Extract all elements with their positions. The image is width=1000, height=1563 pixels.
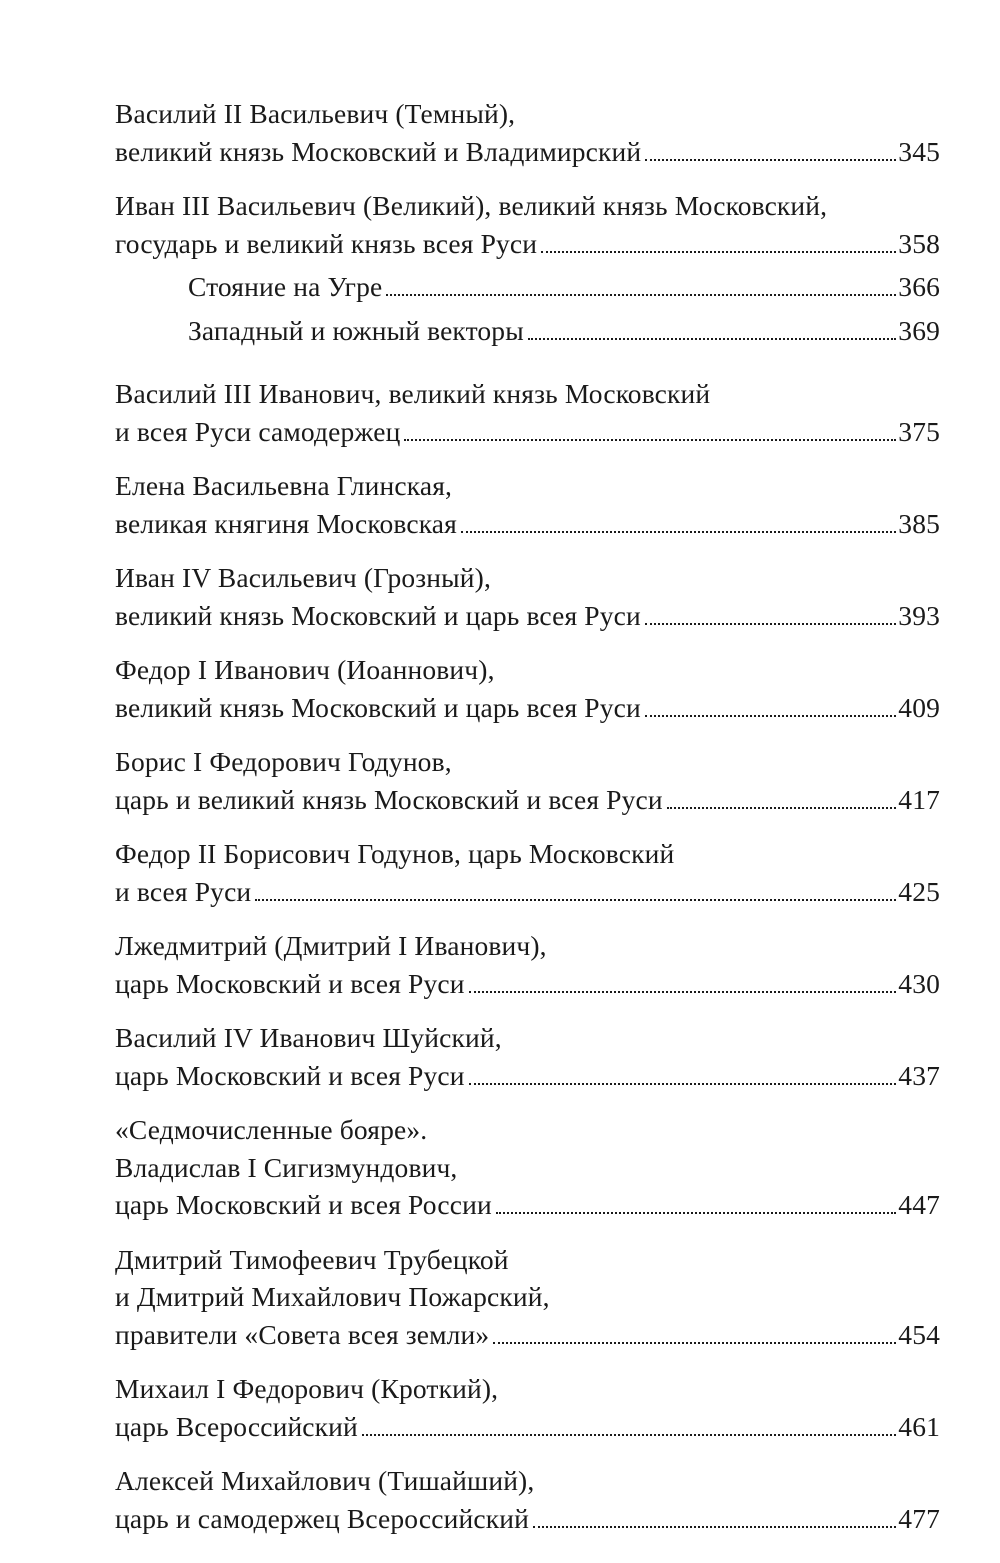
toc-entry-title-last-line: и всея Руси самодержец xyxy=(115,415,401,447)
page-number: 430 xyxy=(898,967,940,999)
toc-entry-title-last-line: великий князь Московский и царь всея Руси xyxy=(115,599,641,631)
dot-leader xyxy=(528,338,896,340)
toc-entry-leader-line xyxy=(115,1057,940,1095)
page-number: 358 xyxy=(898,227,940,259)
dot-leader xyxy=(645,715,896,717)
toc-entry-title-last-line: и всея Руси xyxy=(115,875,252,907)
dot-leader xyxy=(461,531,896,533)
toc-entry-leader-line xyxy=(115,413,940,451)
page-number: 447 xyxy=(898,1189,940,1220)
page-number: 454 xyxy=(898,1318,940,1350)
toc-entry-title-line: Василий III Иванович, великий князь Московский xyxy=(115,378,711,409)
toc-entry-title-last-line: Стояние на Угре xyxy=(188,271,383,302)
toc-entry-title-line: и Дмитрий Михайлович Пожарский, xyxy=(115,1281,550,1312)
dot-leader xyxy=(541,251,896,253)
toc-entry xyxy=(115,1241,940,1354)
dot-leader xyxy=(645,159,896,161)
toc-entry xyxy=(115,559,940,634)
toc-entry-title-last-line: царь Московский и всея России xyxy=(115,1189,492,1220)
toc-entry-title-line: Михаил I Федорович (Кроткий), xyxy=(115,1373,499,1404)
toc-entry xyxy=(115,835,940,910)
toc-entry-title-last-line: великий князь Московский и Владимирский xyxy=(115,135,642,167)
toc-entry-title-last-line: царь Московский и всея Руси xyxy=(115,1059,465,1091)
dot-leader xyxy=(469,991,897,993)
toc-entry-leader-line xyxy=(115,1500,940,1538)
toc-entry-title-line: Василий IV Иванович Шуйский, xyxy=(115,1022,502,1053)
toc-entry-title-line: «Седмочисленные бояре». xyxy=(115,1114,428,1145)
dot-leader xyxy=(533,1526,896,1528)
page-number: 461 xyxy=(898,1410,940,1442)
page-number: 425 xyxy=(898,875,940,907)
toc-entry-title-line: Федор I Иванович (Иоаннович), xyxy=(115,654,495,685)
toc-entry xyxy=(115,467,940,542)
dot-leader xyxy=(667,807,897,809)
toc-entry-title-line: Иван IV Васильевич (Грозный), xyxy=(115,562,492,593)
dot-leader xyxy=(493,1342,896,1344)
toc-entry-title-line: Дмитрий Тимофеевич Трубецкой xyxy=(115,1243,509,1275)
toc-entry-leader-line xyxy=(115,873,940,911)
toc-entry-leader-line xyxy=(115,781,940,819)
table-of-contents xyxy=(115,95,940,1554)
toc-entry-title-last-line: государь и великий князь всея Руси xyxy=(115,227,538,259)
toc-entry-title-last-line: правители «Совета всея земли» xyxy=(115,1318,490,1350)
toc-entry xyxy=(115,651,940,726)
page-number: 437 xyxy=(898,1059,940,1091)
page-number: 417 xyxy=(898,783,940,815)
toc-entry-title-last-line: царь и самодержец Всероссийский xyxy=(115,1502,529,1534)
page-number: 375 xyxy=(898,415,940,447)
toc-subentry xyxy=(115,268,940,306)
toc-entry-title-last-line: царь и великий князь Московский и всея Руси xyxy=(115,783,663,815)
toc-entry-leader-line xyxy=(115,1186,940,1224)
toc-entry-title-line: Борис I Федорович Годунов, xyxy=(115,746,452,777)
toc-entry-title-line: Василий II Васильевич (Темный), xyxy=(115,98,516,129)
toc-entry-leader-line xyxy=(115,965,940,1003)
toc-entry-leader-line xyxy=(115,597,940,635)
toc-entry xyxy=(115,1462,940,1537)
page-number: 477 xyxy=(898,1502,940,1534)
page-number: 385 xyxy=(898,507,940,539)
toc-entry-title-line: Владислав I Сигизмундович, xyxy=(115,1151,458,1183)
toc-entry-title-last-line: царь Московский и всея Руси xyxy=(115,967,465,999)
toc-entry-leader-line xyxy=(115,505,940,543)
toc-entry-leader-line xyxy=(115,1316,940,1354)
toc-entry-leader-line xyxy=(115,268,940,306)
toc-entry xyxy=(115,187,940,262)
dot-leader xyxy=(386,294,896,296)
toc-entry-title-line: Федор II Борисович Годунов, царь Московский xyxy=(115,838,675,869)
toc-entry xyxy=(115,927,940,1002)
toc-entry xyxy=(115,1111,940,1224)
dot-leader xyxy=(645,623,896,625)
toc-entry-leader-line xyxy=(115,312,940,350)
page-number: 369 xyxy=(898,314,940,346)
toc-entry-title-line: Лжедмитрий (Дмитрий I Иванович), xyxy=(115,930,547,961)
dot-leader xyxy=(255,899,896,901)
dot-leader xyxy=(404,439,896,441)
toc-entry-leader-line xyxy=(115,689,940,727)
toc-entry-title-last-line: царь Всероссийский xyxy=(115,1410,358,1442)
dot-leader xyxy=(469,1083,897,1085)
toc-entry xyxy=(115,1370,940,1445)
toc-entry-leader-line xyxy=(115,133,940,171)
toc-subentry xyxy=(115,312,940,350)
dot-leader xyxy=(362,1434,896,1436)
dot-leader xyxy=(496,1212,896,1214)
toc-entry xyxy=(115,95,940,170)
toc-entry xyxy=(115,743,940,818)
page-number: 366 xyxy=(898,271,940,302)
toc-entry-title-last-line: Западный и южный векторы xyxy=(188,314,524,346)
toc-entry xyxy=(115,1019,940,1094)
toc-entry-title-line: Алексей Михайлович (Тишайший), xyxy=(115,1465,535,1496)
toc-entry xyxy=(115,375,940,450)
toc-entry-title-last-line: великая княгиня Московская xyxy=(115,507,457,539)
toc-entry-title-line: Иван III Васильевич (Великий), великий князь Московский, xyxy=(115,190,828,221)
page-number: 393 xyxy=(898,599,940,631)
toc-entry-leader-line xyxy=(115,225,940,263)
page-number: 409 xyxy=(898,691,940,723)
page-number: 345 xyxy=(898,135,940,167)
toc-entry-title-last-line: великий князь Московский и царь всея Руси xyxy=(115,691,641,723)
toc-entry-title-line: Елена Васильевна Глинская, xyxy=(115,470,453,501)
toc-entry-leader-line xyxy=(115,1408,940,1446)
